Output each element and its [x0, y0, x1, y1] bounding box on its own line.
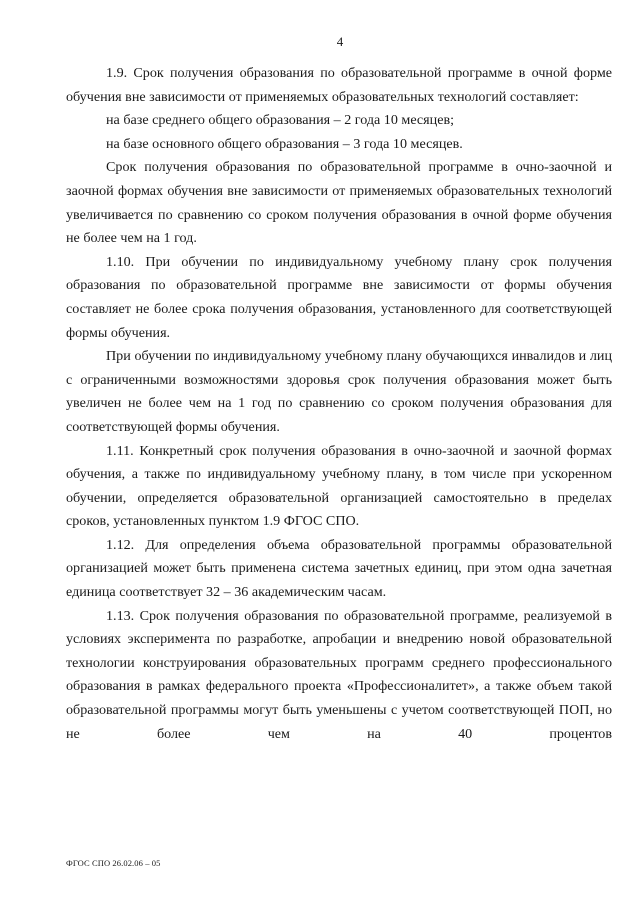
paragraph-secondary-general: на базе среднего общего образования – 2 года 10 месяцев;	[106, 112, 455, 129]
paragraph-1-12: 1.12. Для определения объема образовательной программы образовательной организацией может быть применена система зачетных единиц, при этом одна зачетная единица соответствует 32 – 36 академическим часам.	[66, 536, 612, 601]
paragraph-part-time-forms: Срок получения образования по образовательной программе в очно-заочной и заочной формах обучения вне зависимости от применяемых образовательных технологий увеличивается по сравнению со сроком получения образования в очной форме обучения не более чем на 1 год.	[66, 159, 612, 247]
paragraph-1-13: 1.13. Срок получения образования по образовательной программе, реализуемой в условиях эксперимента по разработке, апробации и внедрению новой образовательной технологии конструирования образовательных программ среднего профессионального образования в рамках федерального проекта «Профессионалитет», а также объем такой образовательной программы могут быть уменьшены с учетом соответствующей ПОП, но не более чем на 40 процентов	[66, 607, 612, 742]
paragraph-1-9: 1.9. Срок получения образования по образовательной программе в очной форме обучения вне зависимости от применяемых образовательных технологий составляет:	[66, 65, 612, 105]
paragraph-basic-general: на базе основного общего образования – 3 года 10 месяцев.	[106, 135, 463, 152]
footer-document-code: ФГОС СПО 26.02.06 – 05	[66, 858, 161, 868]
paragraph-1-11: 1.11. Конкретный срок получения образования в очно-заочной и заочной формах обучения, а также по индивидуальному учебному плану, в том числе при ускоренном обучении, определяется образовательной организацией самостоятельно в пределах сроков, установленных пунктом 1.9 ФГОС СПО.	[66, 442, 612, 530]
paragraph-disabled-students: При обучении по индивидуальному учебному плану обучающихся инвалидов и лиц с ограниченными возможностями здоровья срок получения образования может быть увеличен не более чем на 1 год по сравнению со сроком получения образования для соответствующей формы обучения.	[66, 348, 612, 435]
paragraph-1-10: 1.10. При обучении по индивидуальному учебному плану срок получения образования по образовательной программе вне зависимости от формы обучения составляет не более срока получения образования, установленного для соответствующей формы обучения.	[66, 253, 612, 341]
document-body	[66, 62, 612, 746]
page-number: 4	[336, 34, 344, 49]
